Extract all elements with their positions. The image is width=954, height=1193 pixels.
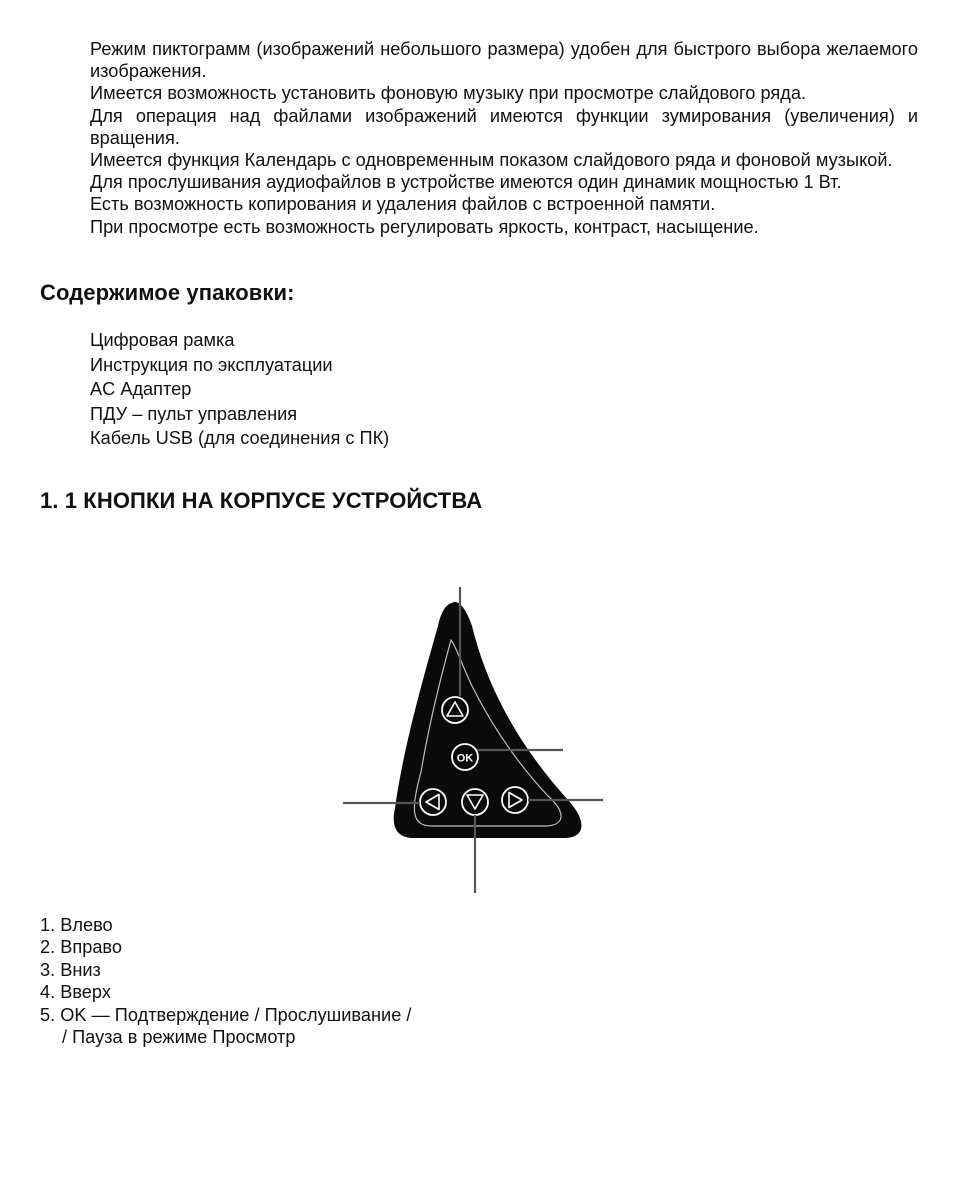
legend-item: 1. Влево <box>40 915 113 935</box>
left-button[interactable] <box>420 789 446 815</box>
ok-button-label: OK <box>456 752 474 765</box>
button-legend <box>40 914 411 1048</box>
list-item: Кабель USB (для соединения с ПК) <box>90 428 390 448</box>
legend-item: 5. OK — Подтверждение / Прослушивание / <box>40 1004 412 1025</box>
list-item: AC Адаптер <box>90 379 192 399</box>
button-panel-diagram <box>330 580 620 900</box>
legend-item: / Пауза в режиме Просмотр <box>62 1027 296 1048</box>
list-item: ПДУ – пульт управления <box>90 403 298 424</box>
intro-paragraph: Для операция над файлами изображений имеются функции зумирования (увеличения) и вращения. <box>90 105 918 148</box>
list-item: Цифровая рамка <box>90 330 235 350</box>
legend-item: 4. Вверх <box>40 982 111 1003</box>
up-button[interactable] <box>442 697 468 723</box>
legend-item: 2. Вправо <box>40 937 123 958</box>
right-button[interactable] <box>502 787 528 813</box>
device-buttons-heading: 1. 1 КНОПКИ НА КОРПУСЕ УСТРОЙСТВА <box>40 488 483 513</box>
intro-paragraph: Режим пиктограмм (изображений небольшого размера) удобен для быстрого выбора желаемого изображения. <box>90 39 918 82</box>
package-contents-heading: Содержимое упаковки: <box>40 280 295 305</box>
intro-text <box>90 38 918 238</box>
list-item: Инструкция по эксплуатации <box>90 354 333 375</box>
ok-button[interactable] <box>452 744 478 770</box>
intro-paragraph: Для прослушивания аудиофайлов в устройстве имеются один динамик мощностью 1 Вт. <box>90 172 842 193</box>
intro-paragraph: Есть возможность копирования и удаления файлов с встроенной памяти. <box>90 194 716 215</box>
package-contents-list <box>90 328 389 451</box>
intro-paragraph: Имеется возможность установить фоновую музыку при просмотре слайдового ряда. <box>90 83 806 104</box>
legend-item: 3. Вниз <box>40 959 101 980</box>
intro-paragraph: Имеется функция Календарь с одновременным показом слайдового ряда и фоновой музыкой. <box>90 150 893 171</box>
down-button[interactable] <box>462 789 488 815</box>
intro-paragraph: При просмотре есть возможность регулировать яркость, контраст, насыщение. <box>90 216 759 237</box>
